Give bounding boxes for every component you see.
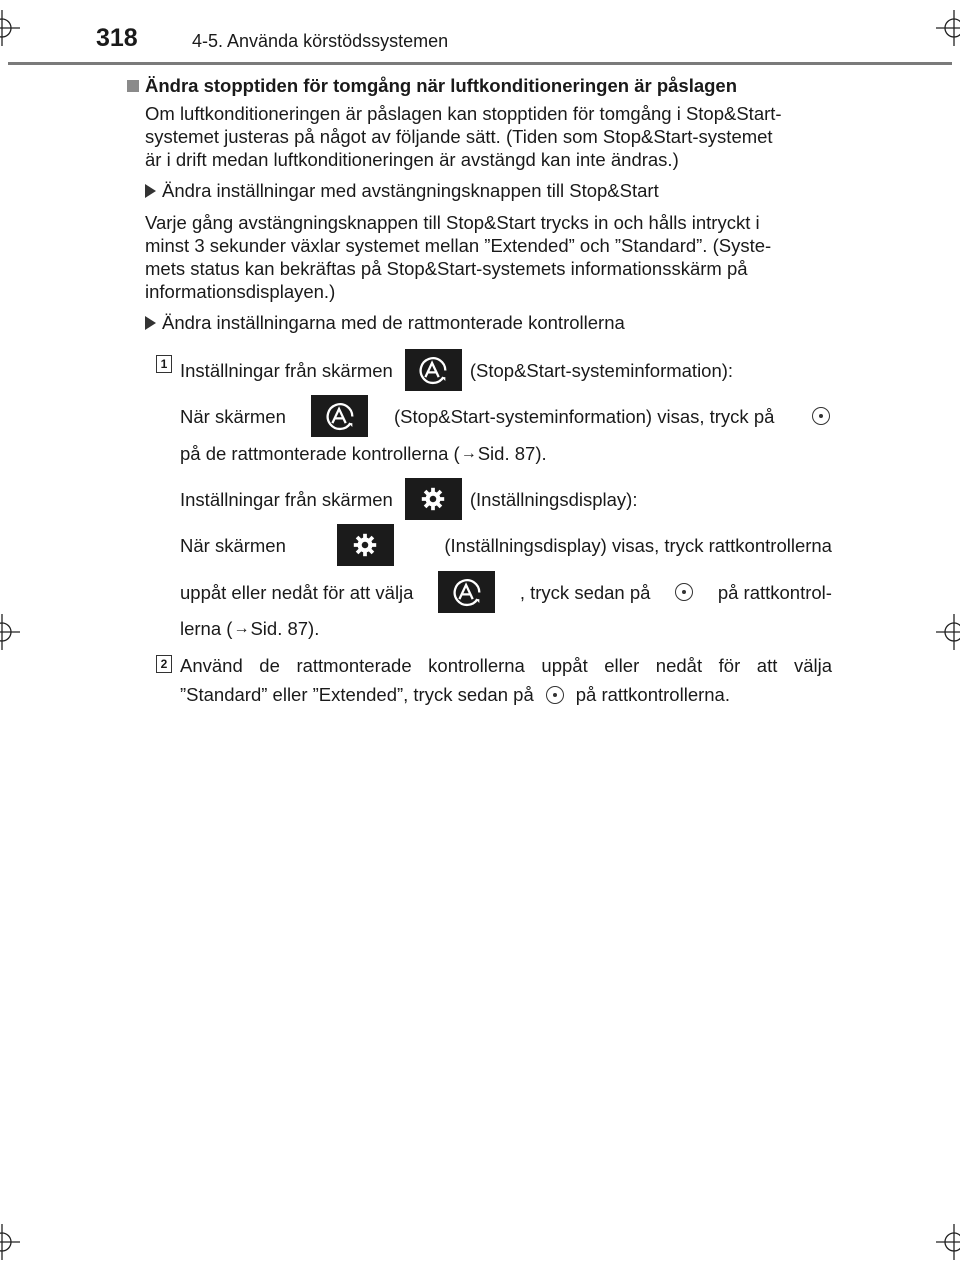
- registration-mark-mid-left: [0, 614, 20, 650]
- text-line: Varje gång avstängningsknappen till Stop&Start trycks in och hålls intryckt i: [145, 212, 760, 233]
- step-1-line-d: När skärmen (Inställningsdisplay) visas, tryck rattkontrollerna: [180, 524, 832, 566]
- step-1-line-f: lerna ( → Sid. 87).: [180, 618, 320, 639]
- ok-button-icon: [675, 583, 693, 601]
- reference-arrow-icon: →: [460, 445, 477, 462]
- page-number: 318: [96, 24, 138, 52]
- settings-gear-icon: [337, 524, 394, 566]
- stop-start-info-icon: [405, 349, 462, 391]
- ok-button-icon: [546, 686, 564, 704]
- chapter-title: 4-5. Använda körstödssystemen: [192, 31, 449, 51]
- text-line: systemet justeras på något av följande sätt. (Tiden som Stop&Start-systemet: [145, 126, 773, 147]
- step-1-line-b: När skärmen (Stop&Start-systeminformation) visas, tryck på: [180, 395, 832, 437]
- step-1-line-a: Inställningar från skärmen (Stop&Start-systeminformation):: [180, 349, 832, 391]
- step-1-line-c: Inställningar från skärmen (Inställningsdisplay):: [180, 478, 832, 520]
- method-2-title-text: Ändra inställningarna med de rattmonterade kontrollerna: [162, 312, 625, 333]
- page-header: [0, 22, 960, 68]
- text-line: informationsdisplayen.): [145, 281, 336, 302]
- section-heading: [126, 74, 832, 97]
- ok-button-icon: [812, 407, 830, 425]
- step-2: [160, 651, 832, 709]
- method-2-title: [126, 311, 832, 334]
- text-line: Om luftkonditioneringen är påslagen kan stopptiden för tomgång i Stop&Start-: [145, 103, 782, 124]
- step-1: [160, 349, 832, 643]
- text-line: minst 3 sekunder växlar systemet mellan ”Extended” och ”Standard”. (Syste-: [145, 235, 772, 256]
- section-content: [126, 74, 832, 709]
- triangle-bullet-icon: [145, 316, 156, 330]
- stop-start-info-icon: [311, 395, 368, 437]
- square-bullet-icon: [127, 80, 139, 92]
- text-line: är i drift medan luftkonditioneringen är avstängd kan inte ändras.): [145, 149, 679, 170]
- page-reference-link[interactable]: Sid. 87).: [250, 618, 320, 639]
- header-rule: [8, 62, 952, 65]
- step-number-badge: 1: [156, 355, 172, 373]
- text-line: mets status kan bekräftas på Stop&Start-systemets informationsskärm på: [145, 258, 748, 279]
- method-1-title-text: Ändra inställningar med avstängningsknappen till Stop&Start: [162, 180, 659, 201]
- settings-gear-icon: [405, 478, 462, 520]
- page-reference-link[interactable]: Sid. 87).: [477, 443, 547, 464]
- stop-start-info-icon: [438, 571, 495, 613]
- registration-mark-bottom-right: [936, 1224, 960, 1260]
- method-1-paragraph: [145, 211, 832, 303]
- step-1-line-b2: på de rattmonterade kontrollerna ( → Sid. 87).: [180, 443, 547, 464]
- step-2-line-2: ”Standard” eller ”Extended”, tryck sedan på på rattkontrollerna.: [180, 684, 730, 705]
- intro-paragraph: [145, 102, 832, 171]
- step-1-line-e: uppåt eller nedåt för att välja , tryck sedan på på rattkontrol-: [180, 571, 832, 613]
- step-2-line-1: Använd de rattmonterade kontrollerna uppåt eller nedåt för att välja: [180, 655, 832, 676]
- reference-arrow-icon: →: [233, 620, 250, 637]
- step-number-badge: 2: [156, 655, 172, 673]
- registration-mark-mid-right: [936, 614, 960, 650]
- registration-mark-bottom-left: [0, 1224, 20, 1260]
- method-1-title: [126, 179, 832, 202]
- section-heading-text: Ändra stopptiden för tomgång när luftkonditioneringen är påslagen: [145, 75, 738, 96]
- triangle-bullet-icon: [145, 184, 156, 198]
